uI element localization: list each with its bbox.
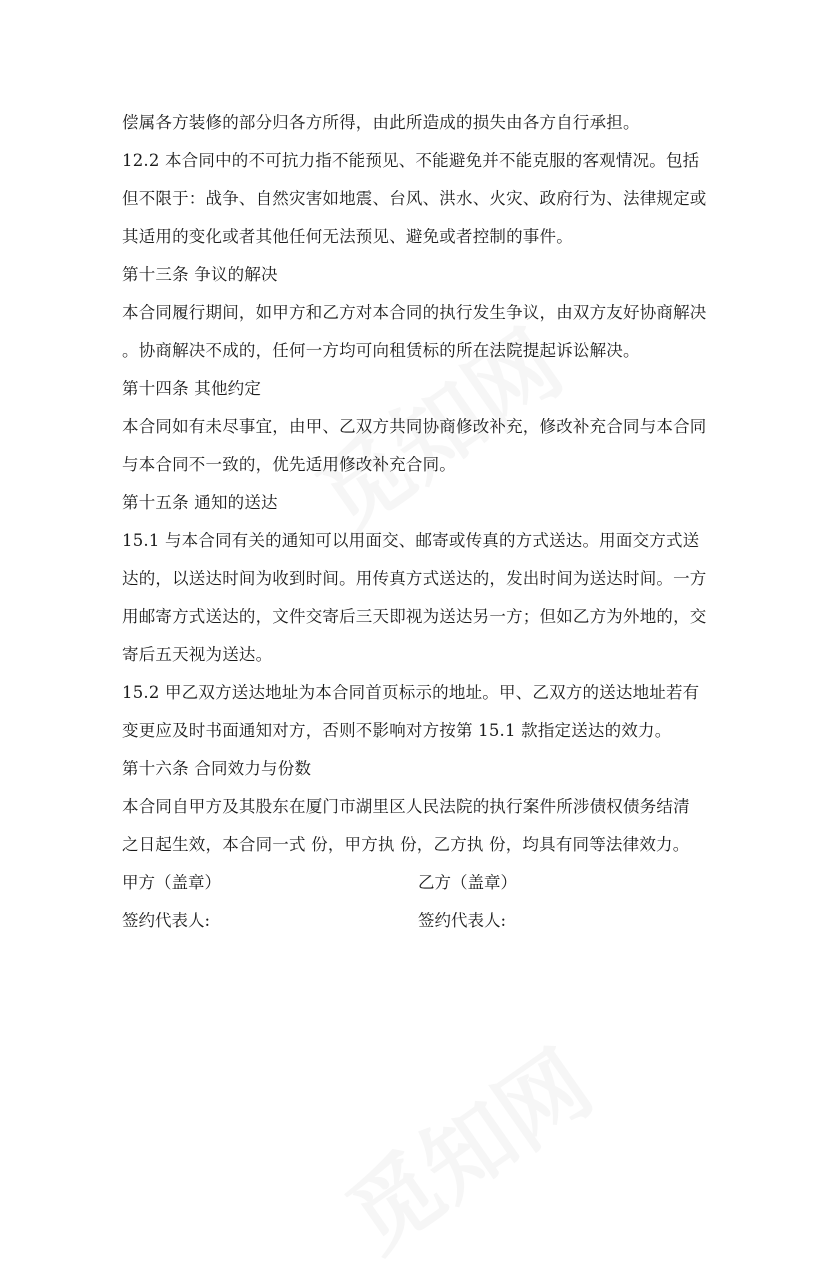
paragraph-line: 其适用的变化或者其他任何无法预见、避免或者控制的事件。 <box>122 227 573 246</box>
paragraph-line: 偿属各方装修的部分归各方所得，由此所造成的损失由各方自行承担。 <box>122 113 640 132</box>
paragraph-line: 用邮寄方式送达的，文件交寄后三天即视为送达另一方；但如乙方为外地的，交 <box>122 607 707 626</box>
paragraph-line: 15.2 甲乙双方送达地址为本合同首页标示的地址。甲、乙双方的送达地址若有 <box>122 683 700 702</box>
section-heading: 第十四条 其他约定 <box>122 379 262 398</box>
section-heading: 第十六条 合同效力与份数 <box>122 759 312 778</box>
party-b-rep-label: 签约代表人: <box>418 911 507 930</box>
paragraph-line: 与本合同不一致的，优先适用修改补充合同。 <box>122 455 456 474</box>
paragraph-line: 本合同履行期间，如甲方和乙方对本合同的执行发生争议，由双方友好协商解决 <box>122 303 707 322</box>
watermark <box>317 1014 613 1275</box>
party-a-rep-label: 签约代表人: <box>122 911 211 930</box>
paragraph-line: 本合同如有未尽事宜，由甲、乙双方共同协商修改补充，修改补充合同与本合同 <box>122 417 707 436</box>
signature-rep-row <box>122 902 722 940</box>
party-b-seal-label: 乙方（盖章） <box>418 873 517 892</box>
paragraph-line: 15.1 与本合同有关的通知可以用面交、邮寄或传真的方式送达。用面交方式送 <box>122 531 700 550</box>
party-a-seal-label: 甲方（盖章） <box>122 873 221 892</box>
document-body <box>122 104 722 940</box>
signature-seal-row <box>122 864 722 902</box>
paragraph-line: 。协商解决不成的，任何一方均可向租赁标的所在法院提起诉讼解决。 <box>122 341 640 360</box>
section-heading: 第十五条 通知的送达 <box>122 493 278 512</box>
paragraph-line: 寄后五天视为送达。 <box>122 645 273 664</box>
paragraph-line: 但不限于：战争、自然灾害如地震、台风、洪水、火灾、政府行为、法律规定或 <box>122 189 707 208</box>
paragraph-line: 之日起生效，本合同一式 份，甲方执 份，乙方执 份，均具有同等法律效力。 <box>122 835 690 854</box>
paragraph-line: 变更应及时书面通知对方，否则不影响对方按第 15.1 款指定送达的效力。 <box>122 721 672 740</box>
paragraph-line: 12.2 本合同中的不可抗力指不能预见、不能避免并不能克服的客观情况。包括 <box>122 151 700 170</box>
section-heading: 第十三条 争议的解决 <box>122 265 278 284</box>
paragraph-line: 达的，以送达时间为收到时间。用传真方式送达的，发出时间为送达时间。一方 <box>122 569 707 588</box>
paragraph-line: 本合同自甲方及其股东在厦门市湖里区人民法院的执行案件所涉债权债务结清 <box>122 797 690 816</box>
